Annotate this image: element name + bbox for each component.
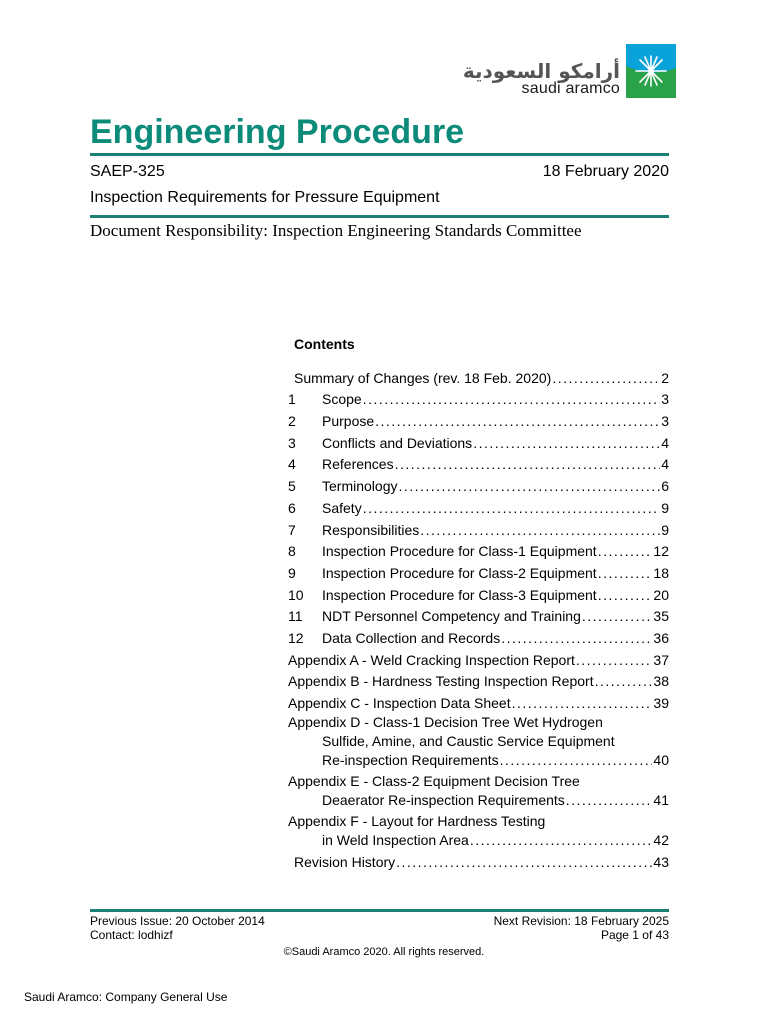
- toc-entry-title: Scope: [322, 391, 362, 408]
- toc-entry-title: NDT Personnel Competency and Training: [322, 608, 581, 625]
- aramco-star-icon: [626, 44, 676, 98]
- toc-entry-number: 7: [288, 521, 296, 538]
- toc-entry[interactable]: [288, 451, 669, 473]
- toc-leader-dots: [512, 695, 653, 711]
- toc-entry-title: Inspection Procedure for Class-2 Equipment: [322, 564, 597, 581]
- toc-entry-title: Re-inspection Requirements: [322, 752, 499, 768]
- toc-entry[interactable]: [288, 624, 669, 646]
- toc-entry-title: References: [322, 456, 394, 473]
- toc-leader-dots: [363, 391, 661, 407]
- document-responsibility: Document Responsibility: Inspection Engineering Standards Committee: [90, 221, 582, 240]
- toc-leader-dots: [420, 522, 660, 538]
- toc-entry[interactable]: [288, 494, 669, 516]
- toc-entry-number: 5: [288, 478, 296, 495]
- document-date: 18 February 2020: [542, 163, 669, 180]
- toc-leader-dots: [500, 752, 653, 768]
- toc-leader-dots: [598, 587, 653, 603]
- toc-entry-appendix-e[interactable]: [288, 768, 669, 808]
- toc-entry-page: 9: [661, 521, 669, 538]
- toc-entry-page: 43: [653, 854, 669, 870]
- toc-entry-page: 40: [653, 752, 669, 768]
- toc-leader-dots: [363, 500, 661, 516]
- toc-entry-number: 2: [288, 413, 296, 430]
- toc-entry-number: 10: [288, 586, 304, 603]
- toc-entry-number: 3: [288, 434, 296, 451]
- toc-entry-title: Appendix F - Layout for Hardness Testing: [288, 813, 546, 829]
- toc-entry-title: Conflicts and Deviations: [322, 434, 473, 451]
- toc-entry-title: Purpose: [322, 413, 375, 430]
- toc-entry-title: Inspection Procedure for Class-3 Equipment: [322, 586, 597, 603]
- saudi-aramco-logo: [462, 44, 678, 100]
- toc-entry-page: 18: [653, 564, 669, 581]
- toc-leader-dots: [396, 854, 652, 870]
- toc-entry-title: Deaerator Re-inspection Requirements: [322, 792, 565, 808]
- toc-entry[interactable]: [288, 581, 669, 603]
- contents-heading: Contents: [294, 336, 355, 352]
- toc-entry[interactable]: [288, 689, 669, 711]
- toc-leader-dots: [576, 652, 653, 668]
- toc-leader-dots: [501, 630, 652, 646]
- page-number: Page 1 of 43: [600, 928, 669, 942]
- toc-leader-dots: [473, 435, 660, 451]
- toc-entry-number: 1: [288, 391, 296, 408]
- header-divider: [90, 215, 669, 218]
- toc-entry-page: 42: [653, 832, 669, 848]
- toc-entry[interactable]: [288, 668, 669, 690]
- toc-leader-dots: [595, 673, 653, 689]
- toc-entry-number: 8: [288, 543, 296, 560]
- toc-entry-page: 37: [653, 651, 669, 668]
- toc-leader-dots: [470, 832, 653, 848]
- table-of-contents: [288, 364, 669, 870]
- toc-entry-number: 12: [288, 629, 304, 646]
- toc-entry[interactable]: [288, 407, 669, 429]
- toc-leader-dots: [395, 456, 661, 472]
- previous-issue: Previous Issue: 20 October 2014: [90, 914, 265, 928]
- toc-entry[interactable]: [288, 646, 669, 668]
- toc-entry-appendix-d[interactable]: [288, 711, 669, 768]
- toc-entry-title: Terminology: [322, 478, 398, 495]
- toc-entry-title: in Weld Inspection Area: [322, 832, 469, 848]
- logo-latin-text: saudi aramco: [521, 80, 620, 97]
- toc-entry-page: 3: [661, 391, 669, 408]
- toc-entry-number: 4: [288, 456, 296, 473]
- toc-entry-page: 9: [661, 499, 669, 516]
- toc-entry-revision-history[interactable]: [288, 848, 669, 870]
- toc-entry-page: 4: [661, 456, 669, 473]
- toc-entry-title: Appendix D - Class-1 Decision Tree Wet Hydrogen: [288, 714, 603, 730]
- toc-entry-page: 4: [661, 434, 669, 451]
- toc-entry-page: 3: [661, 413, 669, 430]
- toc-leader-dots: [552, 370, 660, 386]
- toc-entry-title: Responsibilities: [322, 521, 420, 538]
- toc-entry-number: 6: [288, 499, 296, 516]
- toc-entry[interactable]: [288, 364, 669, 386]
- toc-entry[interactable]: [288, 538, 669, 560]
- toc-entry-title: Data Collection and Records: [322, 629, 501, 646]
- toc-entry-number: 11: [288, 608, 303, 625]
- toc-entry-appendix-f[interactable]: [288, 808, 669, 848]
- copyright: ©Saudi Aramco 2020. All rights reserved.: [283, 946, 485, 958]
- toc-entry-page: 2: [661, 369, 669, 386]
- toc-entry[interactable]: [288, 516, 669, 538]
- toc-entry-title: Revision History: [294, 854, 396, 870]
- toc-entry-title: Appendix C - Inspection Data Sheet: [288, 695, 511, 711]
- toc-entry[interactable]: [288, 559, 669, 581]
- next-revision: Next Revision: 18 February 2025: [493, 914, 669, 928]
- toc-entry-title: Safety: [322, 499, 362, 516]
- toc-entry-page: 38: [653, 673, 669, 690]
- toc-entry-page: 39: [653, 695, 669, 711]
- page-title: Engineering Procedure: [90, 113, 465, 151]
- toc-entry-title: Appendix E - Class-2 Equipment Decision Tree: [288, 773, 580, 789]
- toc-entry-page: 20: [653, 586, 669, 603]
- toc-leader-dots: [598, 543, 653, 559]
- toc-entry[interactable]: [288, 429, 669, 451]
- document-title: Inspection Requirements for Pressure Equipment: [90, 189, 440, 206]
- toc-entry-page: 12: [653, 543, 669, 560]
- toc-entry-page: 6: [661, 478, 669, 495]
- logo-arabic-text: أرامكو السعودية: [462, 59, 620, 83]
- title-divider: [90, 153, 669, 156]
- document-number: SAEP-325: [90, 163, 165, 180]
- toc-entry-title: Inspection Procedure for Class-1 Equipment: [322, 543, 597, 560]
- footer-divider: [90, 909, 669, 912]
- toc-entry-title: Summary of Changes (rev. 18 Feb. 2020): [294, 369, 552, 386]
- toc-leader-dots: [582, 608, 653, 624]
- toc-leader-dots: [375, 413, 660, 429]
- toc-entry-title: Appendix B - Hardness Testing Inspection Report: [288, 673, 594, 690]
- contact: Contact: lodhizf: [90, 928, 173, 942]
- toc-entry-title: Sulfide, Amine, and Caustic Service Equipment: [322, 733, 615, 749]
- toc-entry-page: 41: [653, 792, 669, 808]
- toc-entry-page: 35: [653, 608, 669, 625]
- toc-leader-dots: [598, 565, 653, 581]
- toc-leader-dots: [398, 478, 660, 494]
- toc-entry-title: Appendix A - Weld Cracking Inspection Report: [288, 651, 575, 668]
- classification-label: Saudi Aramco: Company General Use: [24, 990, 228, 1004]
- toc-entry-number: 9: [288, 564, 296, 581]
- toc-entry[interactable]: [288, 603, 669, 625]
- toc-entry[interactable]: [288, 472, 669, 494]
- toc-entry[interactable]: [288, 386, 669, 408]
- toc-leader-dots: [566, 792, 653, 808]
- toc-entry-page: 36: [653, 629, 669, 646]
